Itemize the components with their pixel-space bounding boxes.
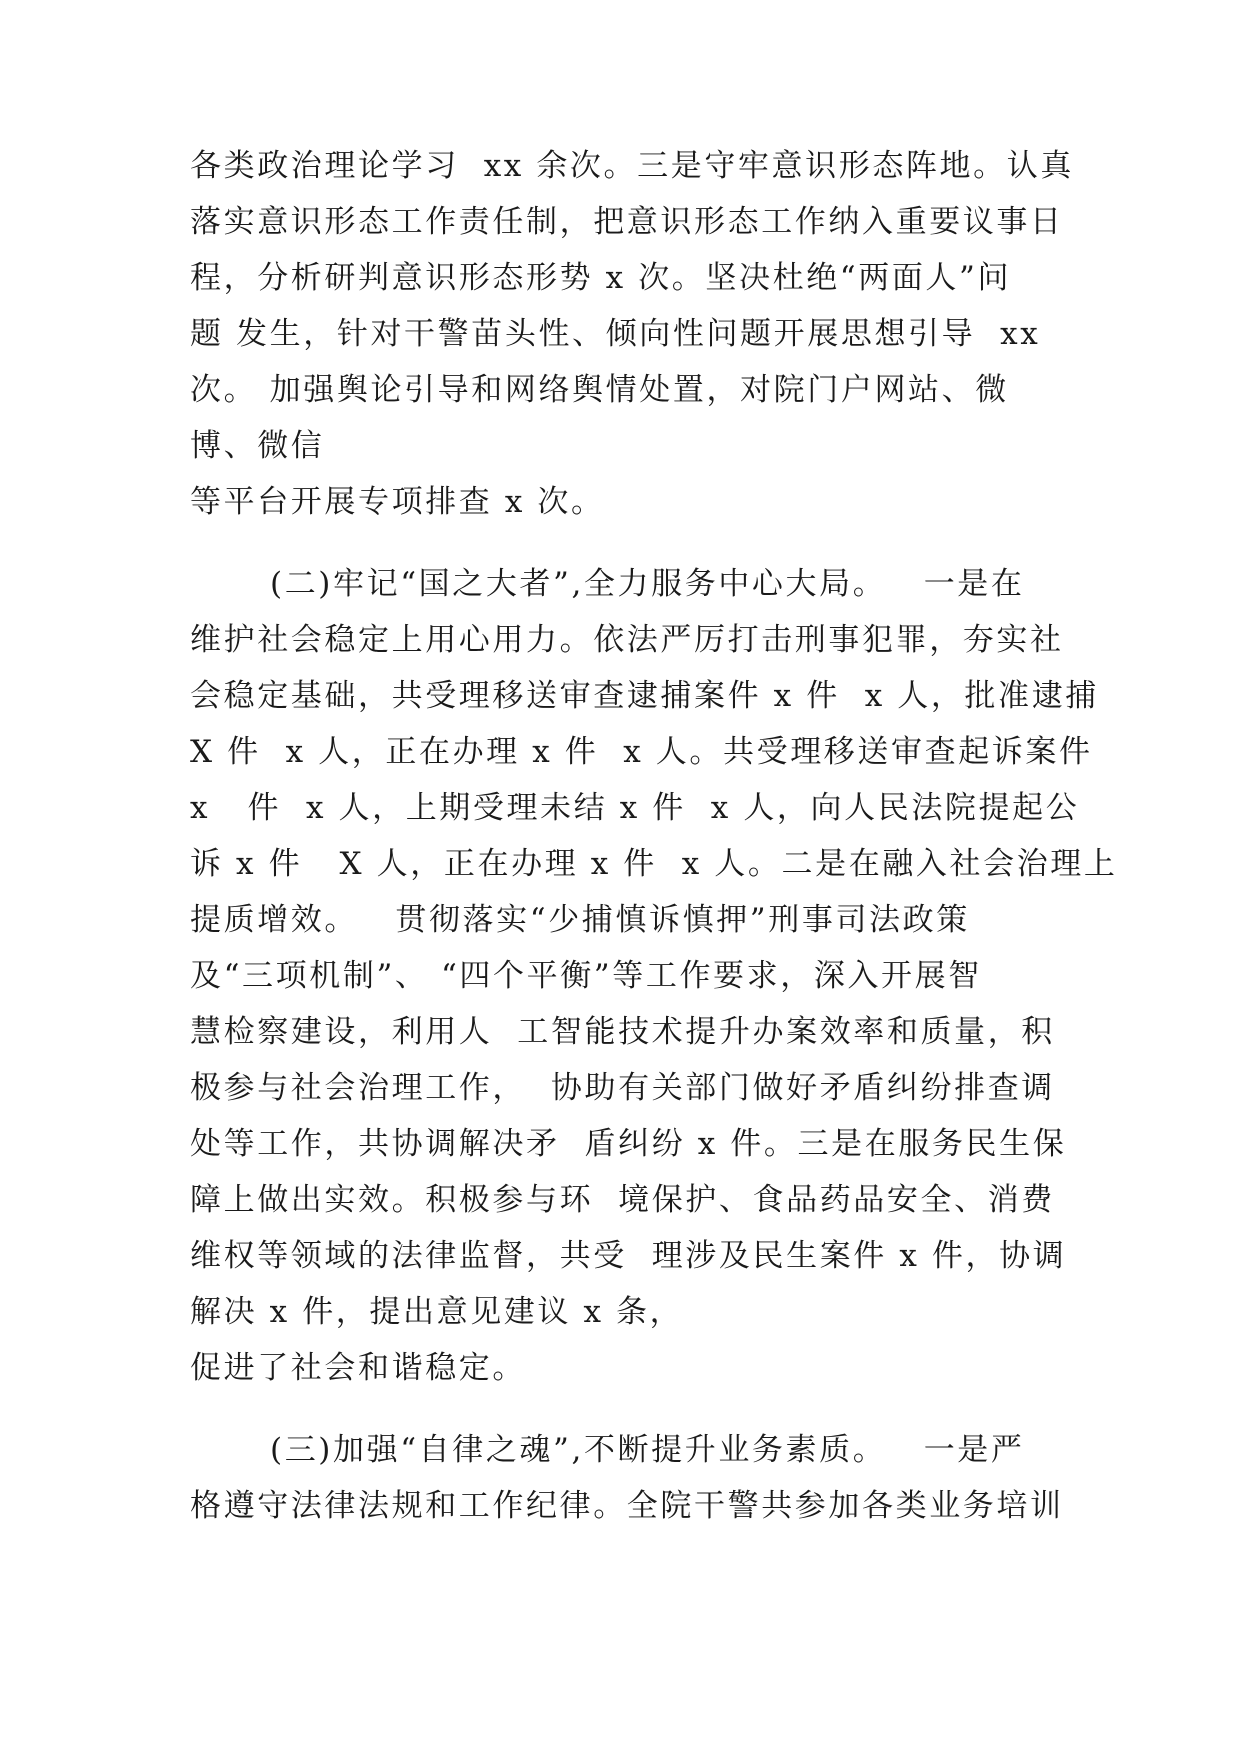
text-line: 维护社会稳定上用心用力。依法严厉打击刑事犯罪，夯实社: [190, 622, 1064, 658]
section-heading-3: (三)加强“自律之魂”,不断提升业务素质。 一是严: [270, 1432, 1025, 1468]
section-heading-2: (二)牢记“国之大者”,全力服务中心大局。 一是在: [270, 566, 1025, 602]
text-line: 慧检察建设，利用人 工智能技术提升办案效率和质量，积: [190, 1014, 1055, 1050]
text-line: 格遵守法律法规和工作纪律。全院干警共参加各类业务培训: [190, 1488, 1064, 1524]
text-line: 提质增效。 贯彻落实“少捕慎诉慎押”刑事司法政策: [190, 902, 970, 938]
text-line: 解决 x 件，提出意见建议 x 条，: [190, 1294, 684, 1330]
text-line: 题 发生，针对干警苗头性、倾向性问题开展思想引导 xx: [190, 316, 1041, 352]
text-line: 等平台开展专项排查 x 次。: [190, 484, 605, 520]
text-line: 程，分析研判意识形态形势 x 次。坚决杜绝“两面人”问: [190, 260, 1012, 296]
text-line: 各类政治理论学习 xx 余次。三是守牢意识形态阵地。认真: [190, 148, 1074, 184]
text-line: x 件 x 人，上期受理未结 x 件 x 人，向人民法院提起公: [190, 790, 1080, 826]
text-line: 落实意识形态工作责任制，把意识形态工作纳入重要议事日: [190, 204, 1064, 240]
text-line: 会稳定基础，共受理移送审查逮捕案件 x 件 x 人，批准逮捕: [190, 678, 1099, 714]
text-line: 博、微信: [190, 428, 325, 464]
text-line: X 件 x 人，正在办理 x 件 x 人。共受理移送审查起诉案件: [190, 734, 1093, 770]
text-line: 促进了社会和谐稳定。: [190, 1350, 526, 1386]
text-line: 极参与社会治理工作， 协助有关部门做好矛盾纠纷排查调: [190, 1070, 1055, 1106]
text-line: 处等工作，共协调解决矛 盾纠纷 x 件。三是在服务民生保: [190, 1126, 1067, 1162]
text-line: 障上做出实效。积极参与环 境保护、食品药品安全、消费: [190, 1182, 1055, 1218]
text-line: 及“三项机制”、 “四个平衡”等工作要求，深入开展智: [190, 958, 982, 994]
text-line: 次。 加强舆论引导和网络舆情处置，对院门户网站、微: [190, 372, 1009, 408]
text-line: 诉 x 件 X 人，正在办理 x 件 x 人。二是在融入社会治理上: [190, 846, 1118, 882]
text-line: 维权等领域的法律监督，共受 理涉及民生案件 x 件，协调: [190, 1238, 1067, 1274]
